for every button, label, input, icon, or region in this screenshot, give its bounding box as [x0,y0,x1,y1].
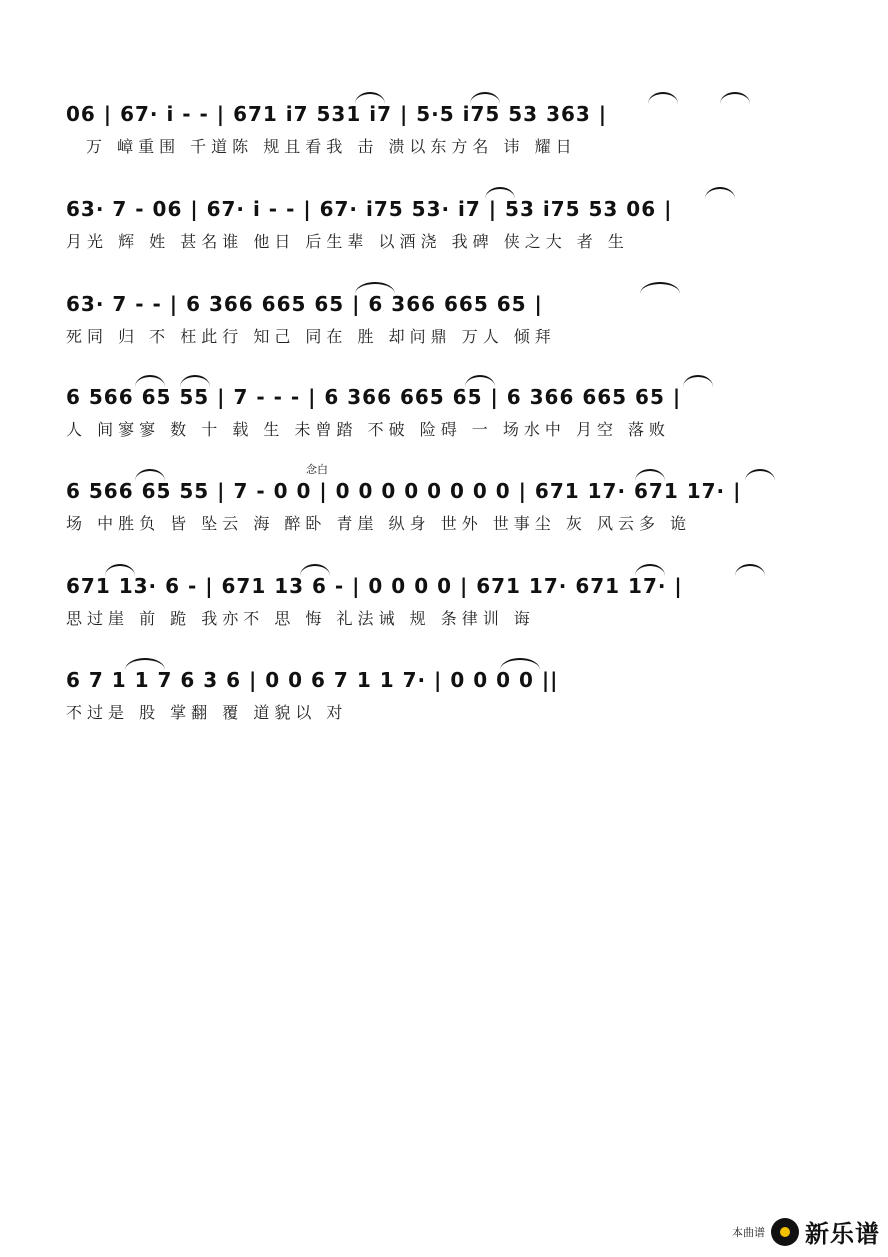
annotation-label: 念白 [306,463,328,476]
lyrics-text: 万 嶂重围 千道陈 规且看我 击 溃以东方名 讳 耀日 [86,137,577,156]
slur [465,375,495,387]
footer-caption: 本曲谱 [732,1225,765,1239]
slur [745,469,775,481]
vinyl-record-icon [771,1218,799,1246]
notes-text: 6 566 65 55 | 7 - - - | 6 366 665 65 | 6 366 665 65 | [66,385,682,409]
slur [355,92,385,104]
lyrics-text: 死同 归 不 枉此行 知己 同在 胜 却问鼎 万人 倾拜 [66,327,556,346]
slur [105,564,135,576]
notes-text: 63· 7 - - | 6 366 665 65 | 6 366 665 65 | [66,292,543,316]
notes-text: 6 566 65 55 | 7 - 0 0 | 0 0 0 0 0 0 0 0 | 671 17· 671 17· | [66,479,742,503]
lyrics-text: 场 中胜负 皆 坠云 海 醉卧 青崖 纵身 世外 世事尘 灰 风云多 诡 [66,514,692,533]
slur [635,469,665,481]
footer-brand [732,1214,880,1249]
notes-text: 6 7 1 1 7 6 3 6 | 0 0 6 7 1 1 7· | 0 0 0 0 || [66,668,559,692]
slur [683,375,713,387]
notes-text: 63· 7 - 06 | 67· i - - | 67· i75 53· i7 | 53 i75 53 06 | [66,197,673,221]
slur [720,92,750,104]
slur [635,564,665,576]
slur [640,282,680,294]
slur [500,658,540,670]
slur [355,282,395,294]
slur [135,375,165,387]
slur [648,92,678,104]
lyrics-text: 月光 辉 姓 甚名谁 他日 后生辈 以酒浇 我碑 侠之大 者 生 [66,232,629,251]
lyrics-text: 思过崖 前 跪 我亦不 思 悔 礼法诫 规 条律训 诲 [66,609,535,628]
slur [180,375,210,387]
notes-text: 671 13· 6 - | 671 13 6 - | 0 0 0 0 | 671 17· 671 17· | [66,574,683,598]
notes-text: 06 | 67· i - - | 671 i7 531 i7 | 5·5 i75 53 363 | [66,102,608,126]
slur [135,469,165,481]
lyrics-text: 不过是 股 掌翻 覆 道貌以 对 [66,703,348,722]
slur [485,187,515,199]
brand-name: 新乐谱 [805,1220,880,1248]
slur [735,564,765,576]
slur [125,658,165,670]
slur [300,564,330,576]
lyrics-text: 人 间寥寥 数 十 载 生 未曾踏 不破 险碍 一 场水中 月空 落败 [66,420,671,439]
slur [705,187,735,199]
slur [470,92,500,104]
